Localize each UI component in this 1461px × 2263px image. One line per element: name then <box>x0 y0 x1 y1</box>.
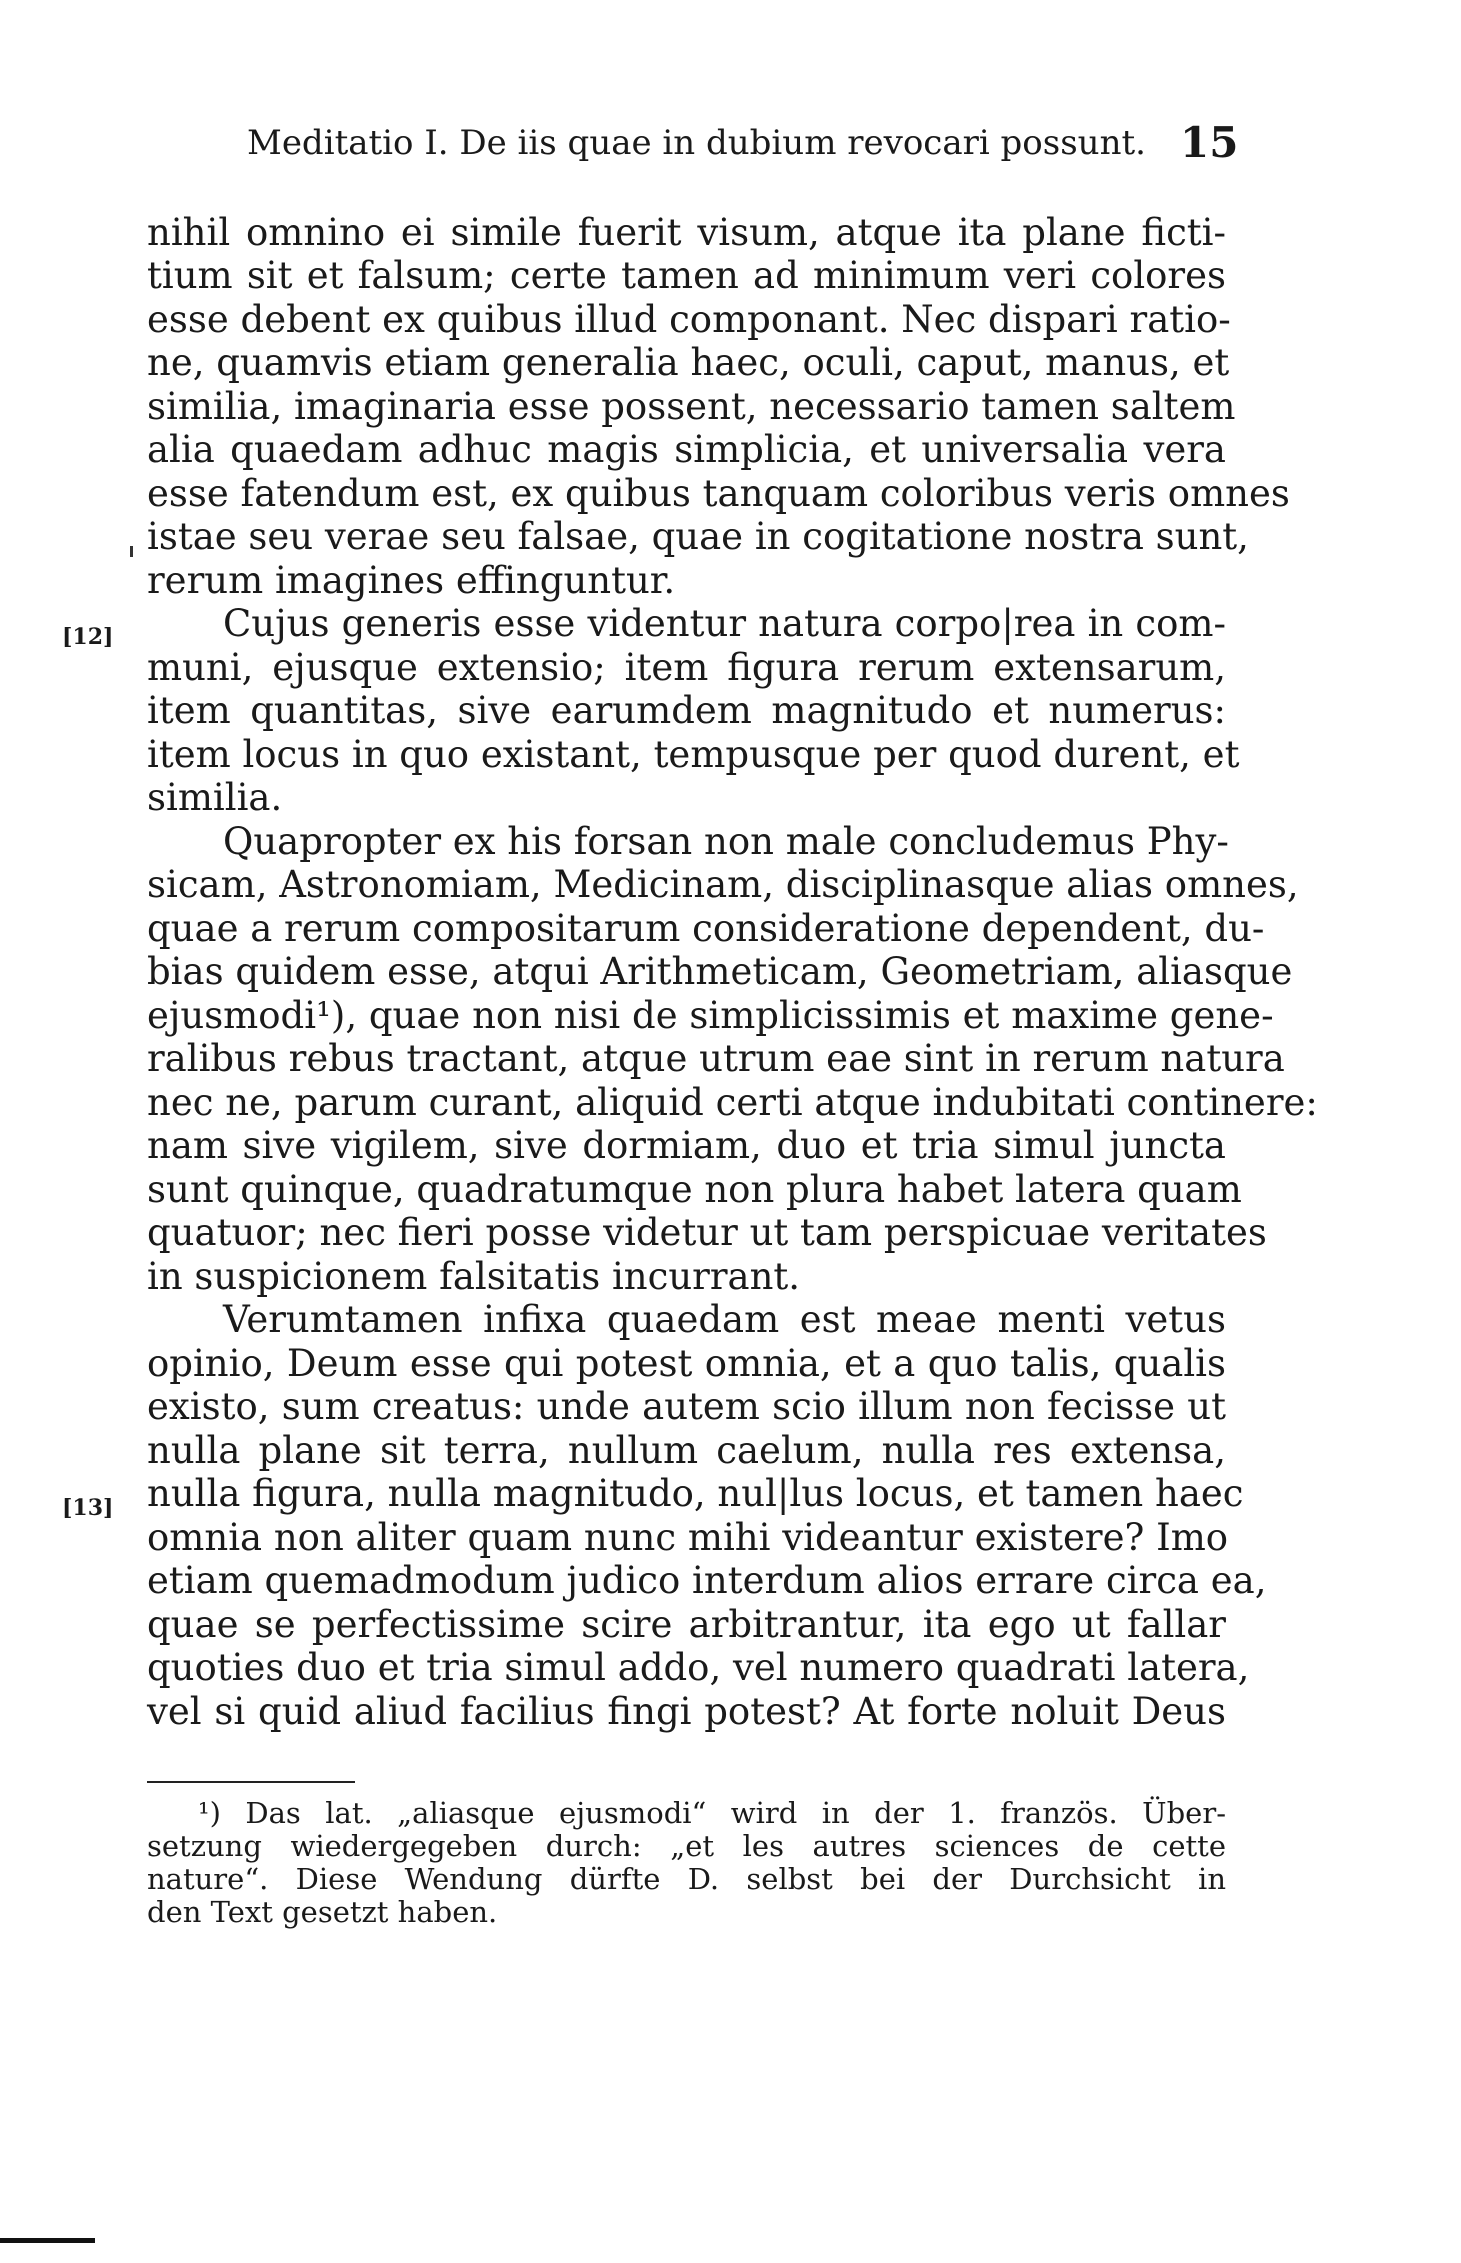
body-line: item quantitas, sive earumdem magnitudo et numerus: <box>147 689 1226 732</box>
body-line: quatuor; nec fieri posse videtur ut tam perspicuae veritates <box>147 1211 1267 1254</box>
running-header: Meditatio I. De iis quae in dubium revocari possunt. <box>247 123 1146 163</box>
body-line: similia, imaginaria esse possent, necessario tamen saltem <box>147 385 1236 428</box>
body-line: alia quaedam adhuc magis simplicia, et universalia vera <box>147 428 1226 471</box>
scan-edge-mark <box>0 2238 95 2243</box>
body-line: opinio, Deum esse qui potest omnia, et a quo talis, qualis <box>147 1342 1226 1385</box>
body-line: esse fatendum est, ex quibus tanquam coloribus veris omnes <box>147 472 1290 515</box>
margin-tick-mark <box>130 546 133 557</box>
body-line: existo, sum creatus: unde autem scio illum non fecisse ut <box>147 1385 1226 1428</box>
body-line: istae seu verae seu falsae, quae in cogitatione nostra sunt, <box>147 515 1249 558</box>
body-line: quoties duo et tria simul addo, vel numero quadrati latera, <box>147 1646 1250 1689</box>
body-line: quae a rerum compositarum consideratione dependent, du- <box>147 907 1265 950</box>
footnote-line: ¹) Das lat. „aliasque ejusmodi“ wird in der 1. französ. Über- <box>198 1796 1226 1830</box>
body-line: Quapropter ex his forsan non male concludemus Phy- <box>223 820 1229 863</box>
body-line: similia. <box>147 776 283 819</box>
page-number: 15 <box>1180 118 1239 167</box>
body-line: omnia non aliter quam nunc mihi videantur existere? Imo <box>147 1516 1229 1559</box>
body-line: sicam, Astronomiam, Medicinam, disciplinasque alias omnes, <box>147 863 1299 906</box>
body-line: ralibus rebus tractant, atque utrum eae sint in rerum natura <box>147 1037 1285 1080</box>
body-line: bias quidem esse, atqui Arithmeticam, Geometriam, aliasque <box>147 950 1293 993</box>
body-line: esse debent ex quibus illud componant. Nec dispari ratio- <box>147 298 1231 341</box>
body-line: etiam quemadmodum judico interdum alios errare circa ea, <box>147 1559 1267 1602</box>
body-line: vel si quid aliud facilius fingi potest? At forte noluit Deus <box>147 1690 1226 1733</box>
body-line: ne, quamvis etiam generalia haec, oculi, caput, manus, et <box>147 341 1230 384</box>
body-line: sunt quinque, quadratumque non plura habet latera quam <box>147 1168 1242 1211</box>
body-line: muni, ejusque extensio; item figura rerum extensarum, <box>147 646 1226 689</box>
body-line: nam sive vigilem, sive dormiam, duo et tria simul juncta <box>147 1124 1226 1167</box>
body-line: tium sit et falsum; certe tamen ad minimum veri colores <box>147 254 1226 297</box>
body-line: quae se perfectissime scire arbitrantur, ita ego ut fallar <box>147 1603 1226 1646</box>
body-line: nec ne, parum curant, aliquid certi atque indubitati continere: <box>147 1081 1318 1124</box>
footnote-line: setzung wiedergegeben durch: „et les autres sciences de cette <box>147 1829 1226 1863</box>
body-line: Cujus generis esse videntur natura corpo|rea in com- <box>223 602 1226 645</box>
body-line: item locus in quo existant, tempusque per quod durent, et <box>147 733 1240 776</box>
body-line: Verumtamen infixa quaedam est meae menti vetus <box>223 1298 1226 1341</box>
footnote-line: den Text gesetzt haben. <box>147 1895 498 1929</box>
body-line: nulla figura, nulla magnitudo, nul|lus locus, et tamen haec <box>147 1472 1244 1515</box>
footnote-line: nature“. Diese Wendung dürfte D. selbst bei der Durchsicht in <box>147 1862 1226 1896</box>
body-line: rerum imagines effinguntur. <box>147 559 676 602</box>
body-line: nihil omnino ei simile fuerit visum, atque ita plane ficti- <box>147 211 1226 254</box>
body-line: ejusmodi¹), quae non nisi de simplicissimis et maxime gene- <box>147 994 1274 1037</box>
footnote-rule <box>147 1781 355 1783</box>
body-line: in suspicionem falsitatis incurrant. <box>147 1255 801 1298</box>
margin-note-13: [13] <box>62 1495 114 1521</box>
body-line: nulla plane sit terra, nullum caelum, nulla res extensa, <box>147 1429 1226 1472</box>
margin-note-12: [12] <box>62 624 114 650</box>
